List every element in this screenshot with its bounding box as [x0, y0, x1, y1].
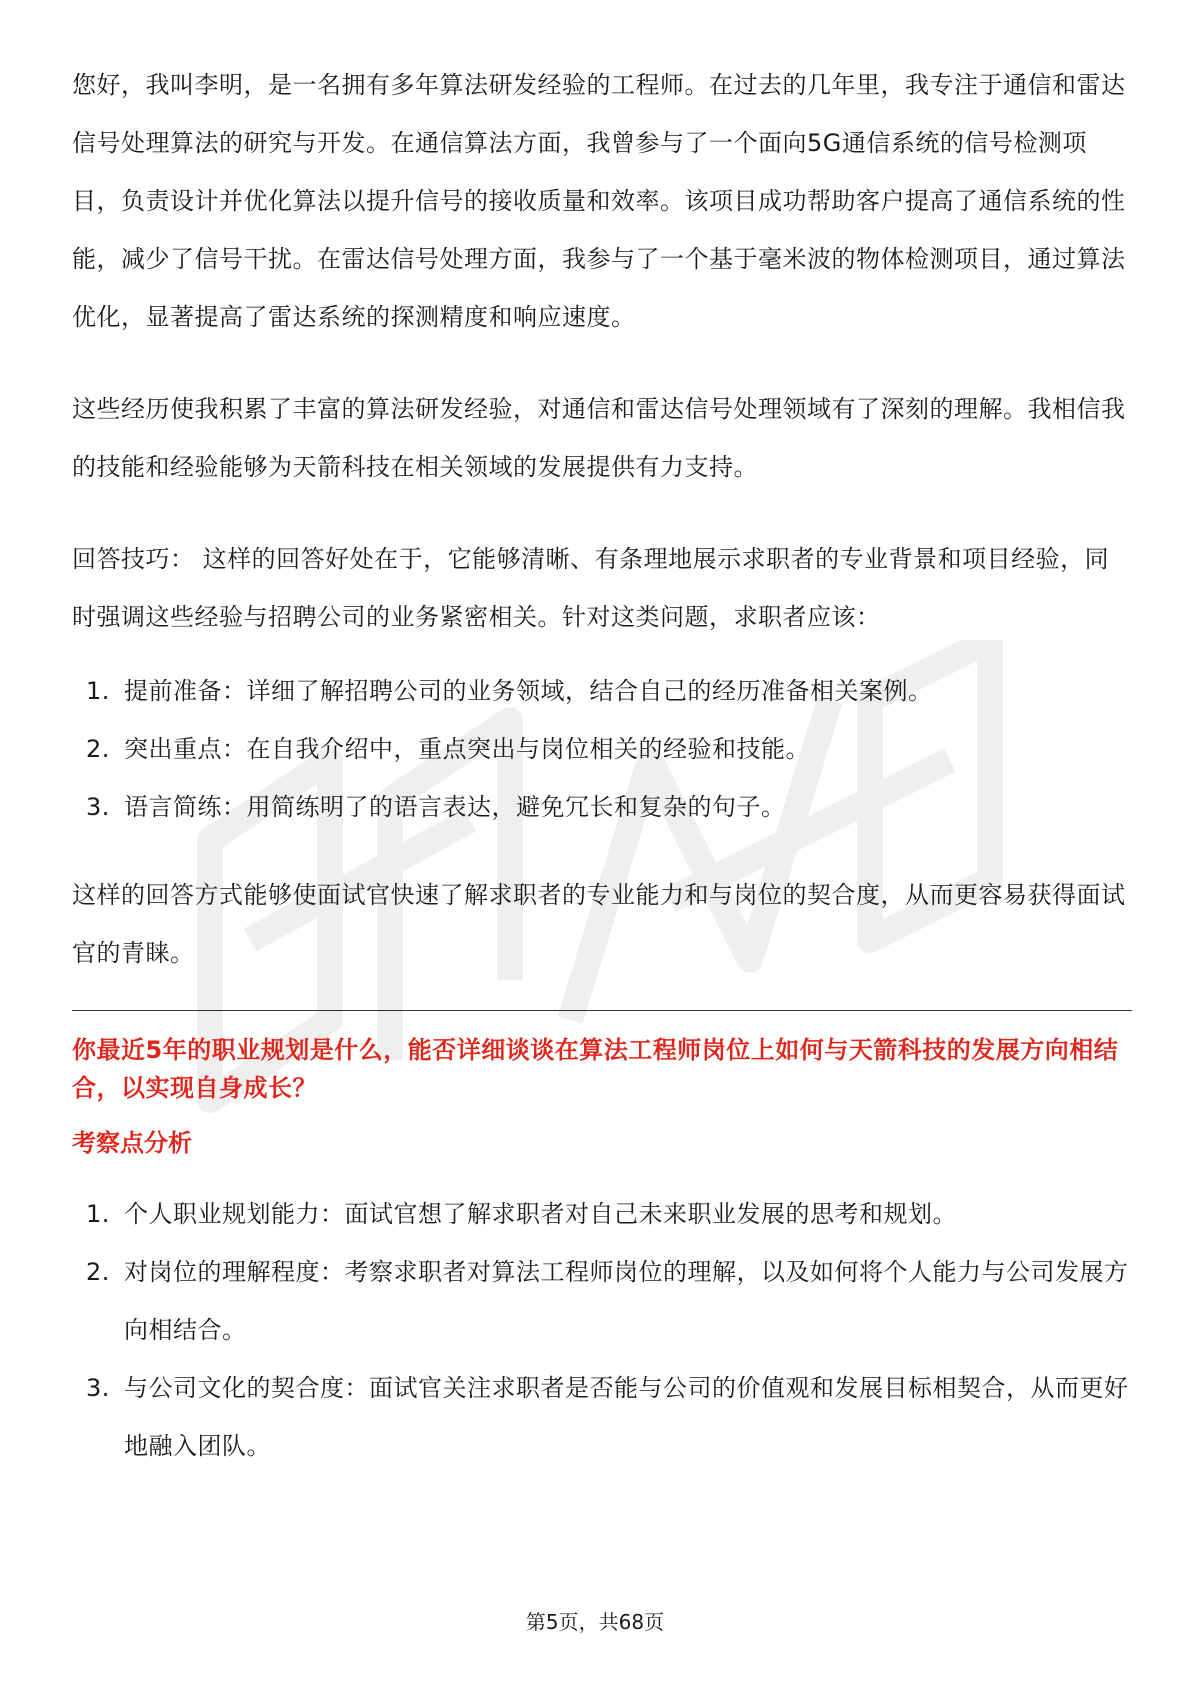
interview-question: 你最近5年的职业规划是什么，能否详细谈谈在算法工程师岗位上如何与天箭科技的发展方向相结合，以实现自身成长？	[72, 1036, 1119, 1102]
section-divider	[72, 1010, 1132, 1011]
list-text: 个人职业规划能力：面试官想了解求职者对自己未来职业发展的思考和规划。	[124, 1200, 957, 1228]
list-item	[72, 1185, 1132, 1243]
list-text: 提前准备：详细了解招聘公司的业务领域，结合自己的经历准备相关案例。	[124, 677, 933, 705]
intro-paragraph: 您好，我叫李明，是一名拥有多年算法研发经验的工程师。在过去的几年里，我专注于通信和雷达信号处理算法的研究与开发。在通信算法方面，我曾参与了一个面向5G通信系统的信号检测项目，负责设计并优化算法以提升信号的接收质量和效率。该项目成功帮助客户提高了通信系统的性能，减少了信号干扰。在雷达信号处理方面，我参与了一个基于毫米波的物体检测项目，通过算法优化，显著提高了雷达系统的探测精度和响应速度。	[72, 71, 1126, 331]
list-number: 3.	[86, 1374, 110, 1402]
list-number: 1.	[86, 677, 110, 705]
list-item	[72, 662, 1132, 720]
tips-list	[72, 662, 1132, 836]
list-number: 1.	[86, 1200, 110, 1228]
list-text: 语言简练：用简练明了的语言表达，避免冗长和复杂的句子。	[124, 793, 786, 821]
closing-paragraph: 这样的回答方式能够使面试官快速了解求职者的专业能力和与岗位的契合度，从而更容易获得面试官的青睐。	[72, 881, 1126, 967]
analysis-heading: 考察点分析	[72, 1129, 192, 1157]
list-item	[72, 720, 1132, 778]
tips-intro-paragraph: 回答技巧： 这样的回答好处在于，它能够清晰、有条理地展示求职者的专业背景和项目经验，同时强调这些经验与招聘公司的业务紧密相关。针对这类问题，求职者应该：	[72, 545, 1110, 631]
main-content	[72, 56, 1132, 1505]
list-text: 突出重点：在自我介绍中，重点突出与岗位相关的经验和技能。	[124, 735, 810, 763]
list-number: 3.	[86, 793, 110, 821]
experience-paragraph: 这些经历使我积累了丰富的算法研发经验，对通信和雷达信号处理领域有了深刻的理解。我相信我的技能和经验能够为天箭科技在相关领域的发展提供有力支持。	[72, 395, 1126, 481]
list-item	[72, 1359, 1132, 1475]
list-text: 对岗位的理解程度：考察求职者对算法工程师岗位的理解，以及如何将个人能力与公司发展方向相结合。	[124, 1258, 1129, 1344]
list-number: 2.	[86, 1258, 110, 1286]
list-text: 与公司文化的契合度：面试官关注求职者是否能与公司的价值观和发展目标相契合，从而更好地融入团队。	[124, 1374, 1129, 1460]
list-number: 2.	[86, 735, 110, 763]
analysis-list	[72, 1185, 1132, 1475]
page-footer: 第5页，共68页	[525, 1610, 665, 1634]
list-item	[72, 1243, 1132, 1359]
list-item	[72, 778, 1132, 836]
